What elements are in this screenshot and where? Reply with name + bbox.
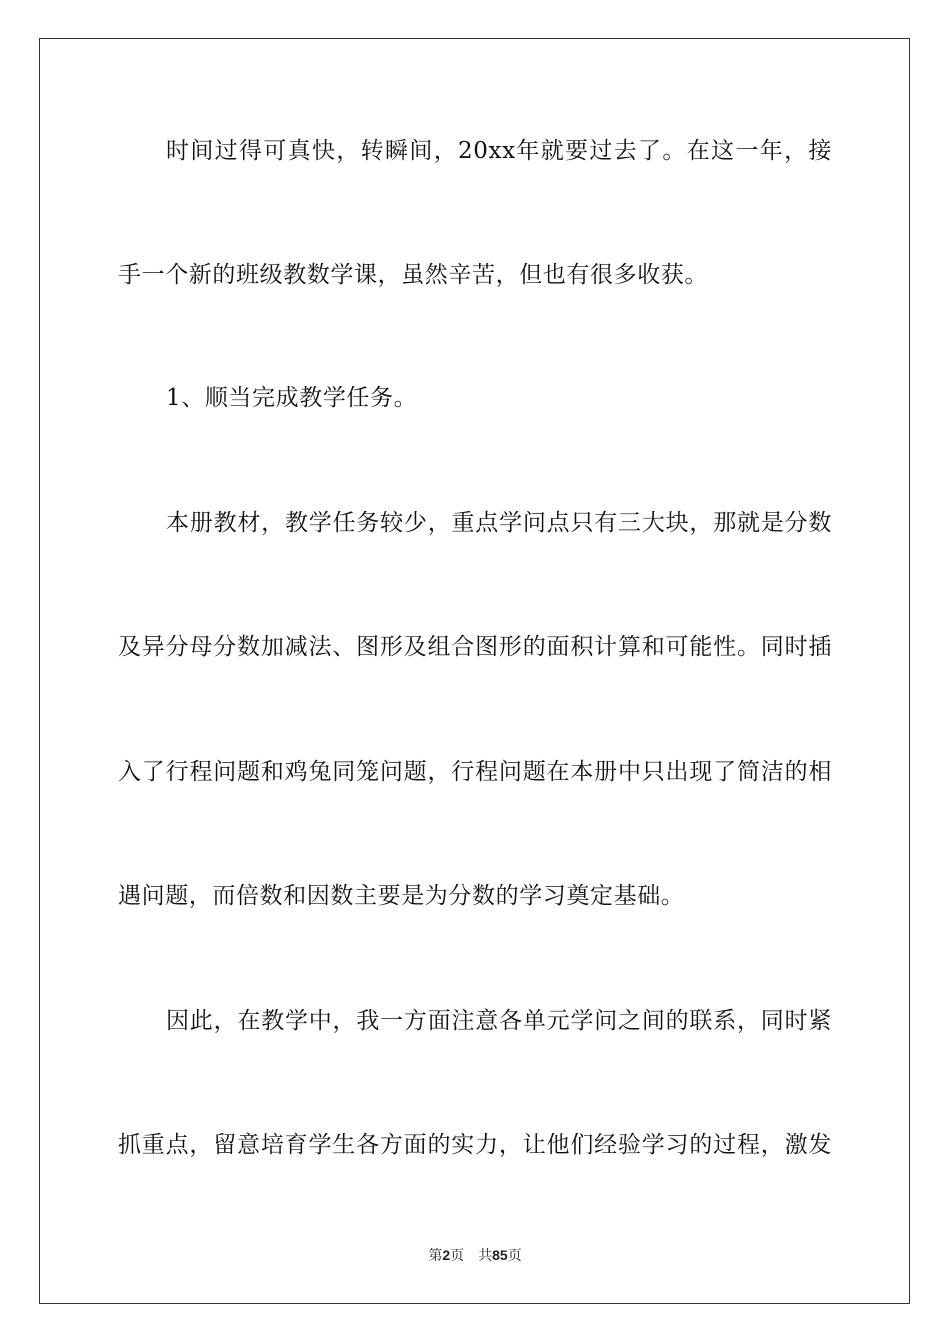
page-suffix: 页 xyxy=(450,1248,465,1264)
page-footer xyxy=(0,1246,950,1265)
paragraph-3-line-1: 因此，在教学中，我一方面注意各单元学问之间的联系，同时紧 xyxy=(166,1008,832,1034)
paragraph-1-line-1: 时间过得可真快，转瞬间，20xx年就要过去了。在这一年，接 xyxy=(166,138,832,164)
section-heading: 1、顺当完成教学任务。 xyxy=(166,385,418,411)
total-suffix: 页 xyxy=(507,1248,522,1264)
paragraph-2-line-3: 入了行程问题和鸡兔同笼问题，行程问题在本册中只出现了简洁的相 xyxy=(118,759,832,785)
paragraph-3-line-2: 抓重点，留意培育学生各方面的实力，让他们经验学习的过程，激发 xyxy=(118,1132,832,1158)
paragraph-2-line-4: 遇问题，而倍数和因数主要是为分数的学习奠定基础。 xyxy=(118,883,685,909)
page-border xyxy=(39,38,910,1304)
total-prefix: 共 xyxy=(478,1248,493,1264)
paragraph-1-line-2: 手一个新的班级教数学课，虽然辛苦，但也有很多收获。 xyxy=(118,262,708,288)
paragraph-2-line-2: 及异分母分数加减法、图形及组合图形的面积计算和可能性。同时插 xyxy=(118,634,832,660)
total-pages: 85 xyxy=(492,1247,508,1263)
page-prefix: 第 xyxy=(428,1248,443,1264)
paragraph-2-line-1: 本册教材，教学任务较少，重点学问点只有三大块，那就是分数 xyxy=(166,510,832,536)
page-number: 2 xyxy=(442,1247,451,1263)
